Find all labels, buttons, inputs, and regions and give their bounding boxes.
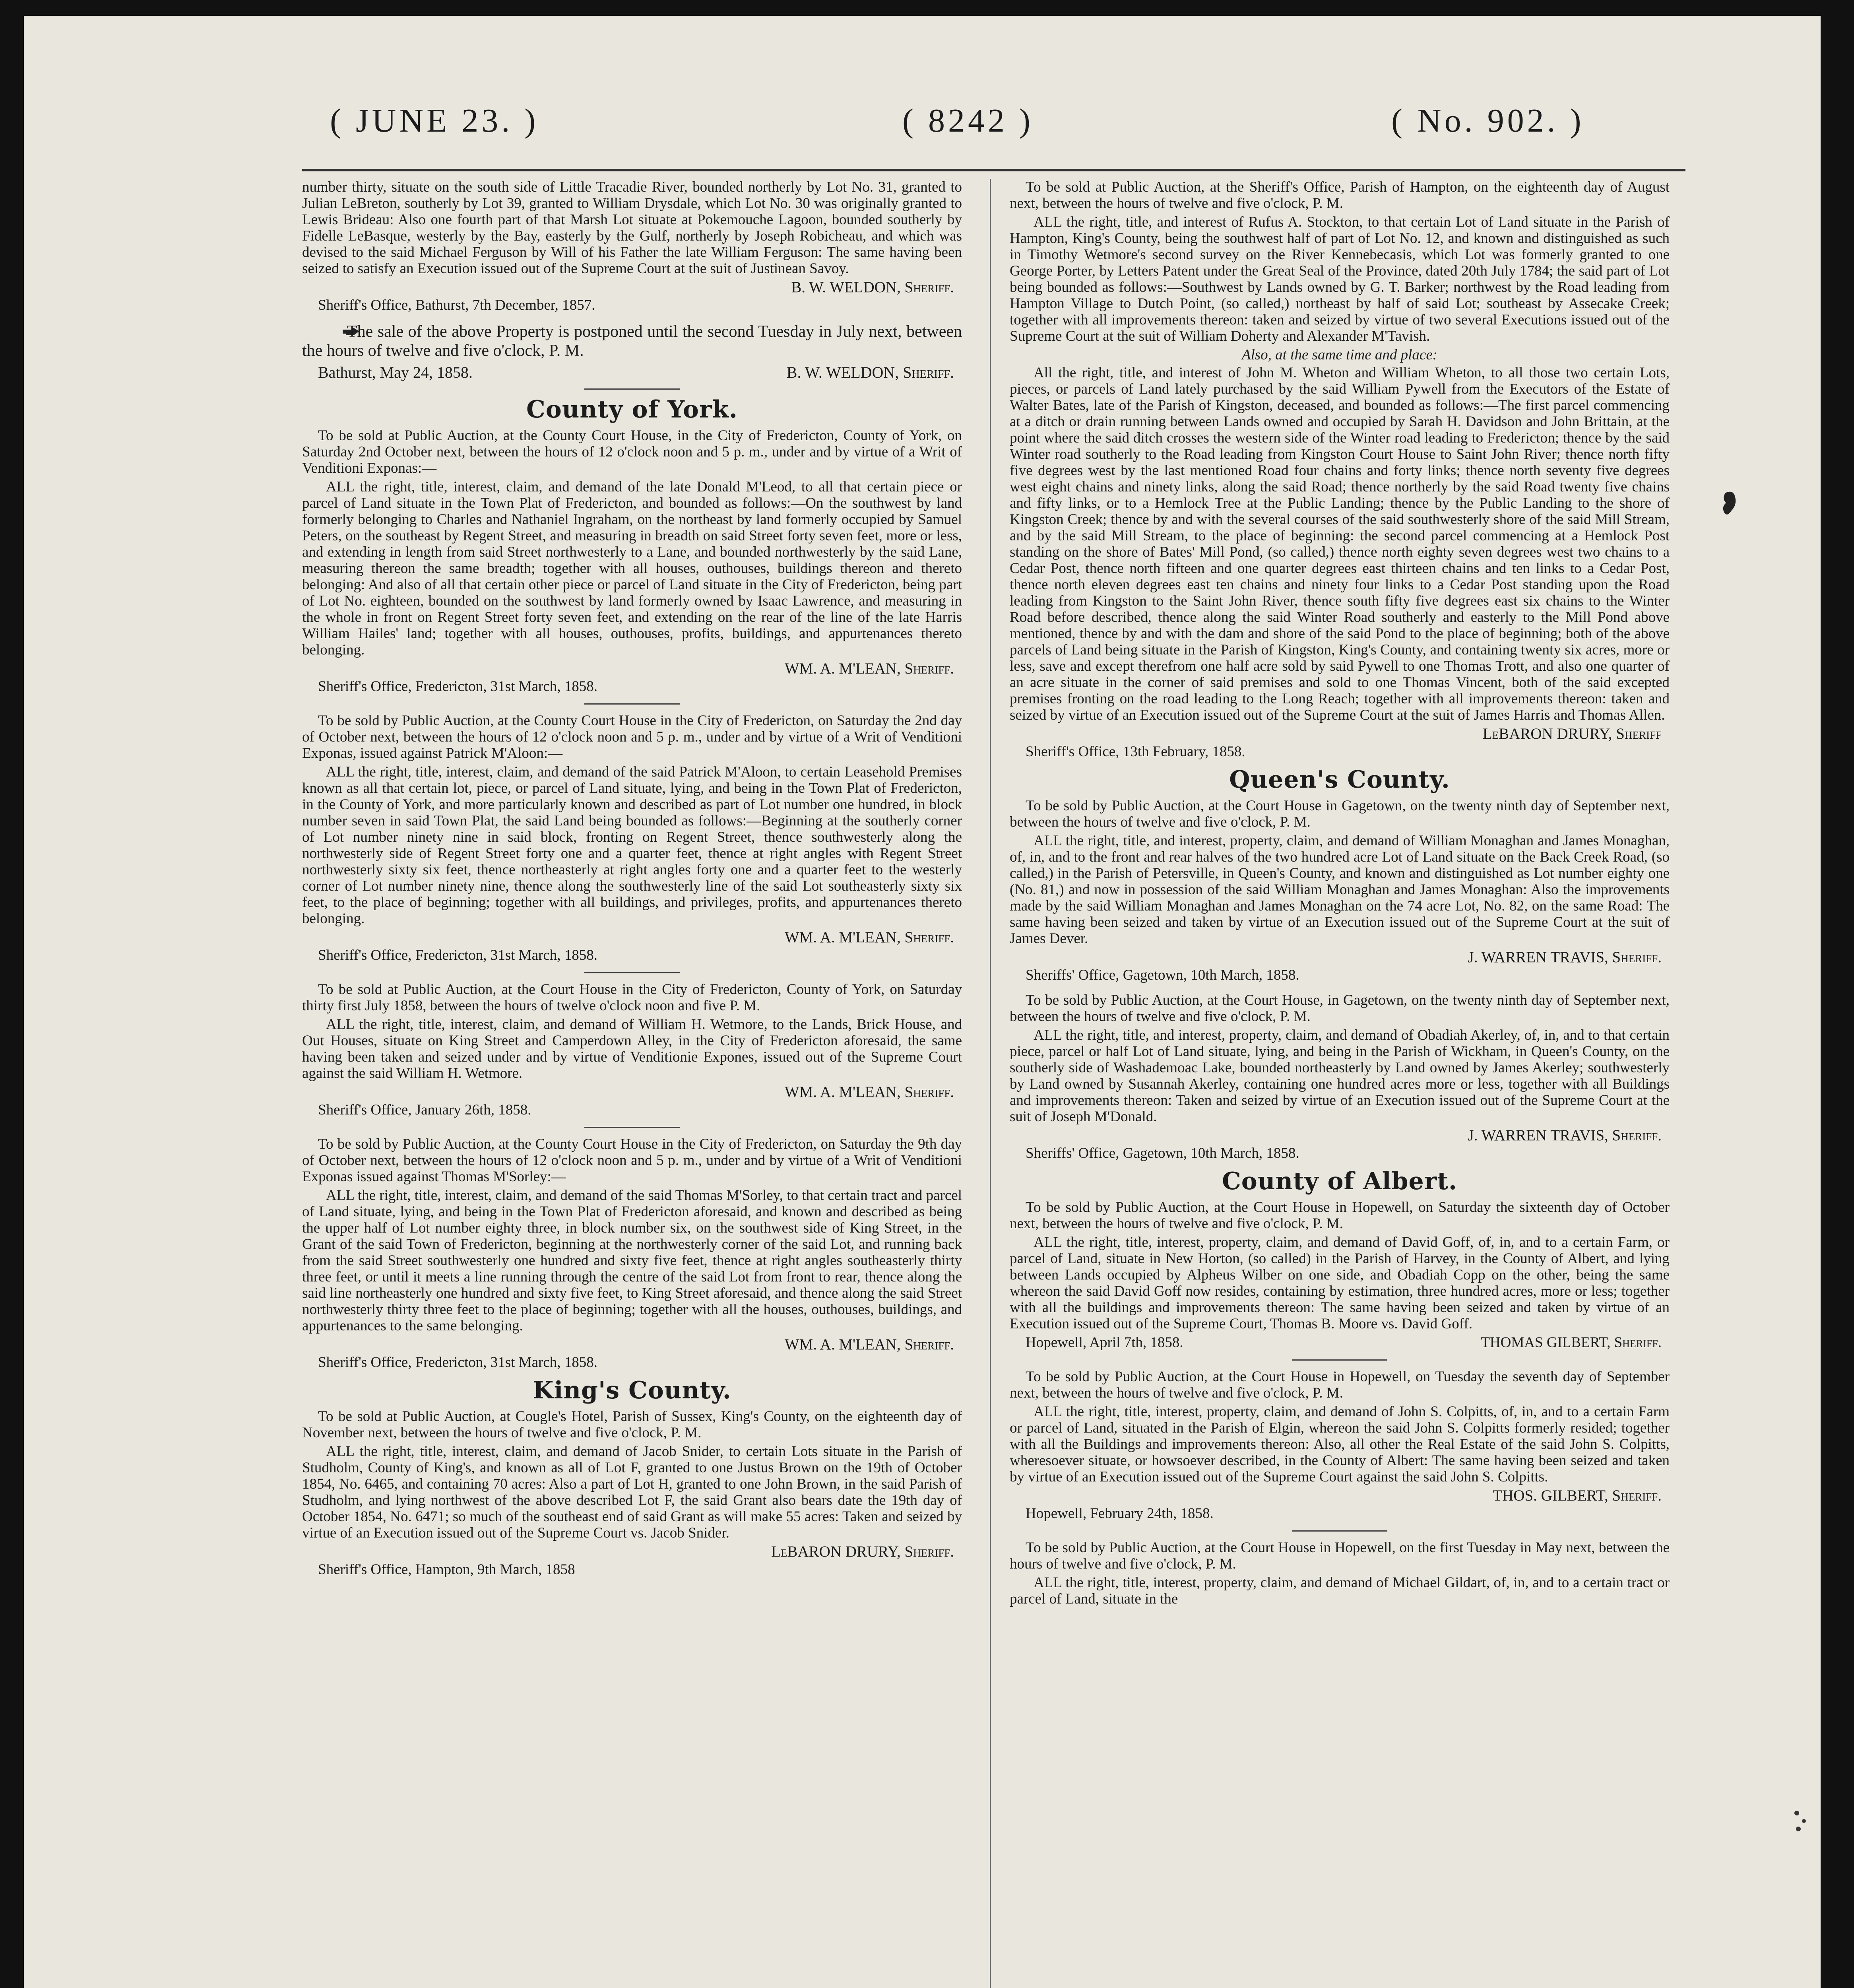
notice-office-date: Sheriffs' Office, Gagetown, 10th March, 1858. xyxy=(1026,1145,1299,1161)
notice-signature: THOS. GILBERT, Sheriff. xyxy=(1493,1487,1662,1504)
notice-also-line: Also, at the same time and place: xyxy=(1241,347,1438,363)
section-heading-york: County of York. xyxy=(526,396,738,423)
page-header xyxy=(24,16,1821,167)
notice-lead: To be sold at Public Auction, at Cougle's Hotel, Parish of Sussex, King's County, on the eighteenth day of November next, between the hours of twelve and five o'clock, P. M. xyxy=(302,1408,962,1441)
notice-lead: To be sold by Public Auction, at the Court House in Gagetown, on the twenty ninth day of September next, between the hours of twelve and five o'clock, P. M. xyxy=(1010,798,1670,830)
continued-notice-text: number thirty, situate on the south side of Little Tracadie River, bounded northerly by Lot No. 31, granted to Julian LeBreton, southerly by Lot 39, granted to William Drysdale, which Lot No. 30 was originally granted to Lewis Brideau: Also one fourth part of that Marsh Lot situate at Pokemouche Lagoon, bounded southerly by Fidelle LeBasque, westerly by the Bay, easterly by the Gulf, northerly by Joseph Robicheau, and which was devised to the said Michael Ferguson by Will of his Father the late William Ferguson: The same having been seized to satisfy an Execution issued out of the Supreme Court at the suit of Justinean Savoy. xyxy=(302,179,962,277)
notice-lead: To be sold by Public Auction, at the Court House, in Gagetown, on the twenty ninth day of September next, between the hours of twelve and five o'clock, P. M. xyxy=(1010,992,1670,1025)
notice-office-date: Sheriff's Office, Fredericton, 31st March, 1858. xyxy=(318,678,597,695)
postponement-signature: B. W. WELDON, Sheriff. xyxy=(786,363,954,381)
postponement-text: The sale of the above Property is postponed until the second Tuesday in July next, between the hours of twelve and five o'clock, P. M. xyxy=(302,322,962,360)
section-divider xyxy=(584,972,680,973)
notice-office-date: Sheriff's Office, January 26th, 1858. xyxy=(318,1102,531,1118)
issue-date: ( JUNE 23. ) xyxy=(330,102,539,139)
notice-lead: To be sold at Public Auction, at the County Court House, in the City of Fredericton, County of York, on Saturday 2nd October next, between the hours of 12 o'clock noon and 5 p. m., under and by virtue of a Writ of Venditioni Exponas:— xyxy=(302,427,962,476)
postponement-date: Bathurst, May 24, 1858. xyxy=(318,363,473,381)
notice-signature: WM. A. M'LEAN, Sheriff. xyxy=(784,1083,954,1101)
notice-body: All the right, title, and interest of John M. Wheton and William Wheton, to all those two certain Lots, pieces, or parcels of Land lately purchased by the said William Pywell from the Executors of the Estate of Walter Bates, late of the Parish of Kingston, deceased, and bounded as follows:—The first parcel commencing at a ditch or drain running between Lands owned and occupied by Sarah H. Davidson and John Brittain, at the point where the said ditch crosses the western side of the Winter road leading to Fredericton; thence by the said Winter road southerly to the Road leading from Kingston Court House to Saint John River; thence north fifty five degrees west by the last mentioned Road four chains and forty links; thence north seventy five degrees west eight chains and ninety links, along the said Road; thence northerly by the said Road twenty five chains and fifty links, or to a Hemlock Tree at the Public Landing; thence by the Public Landing to the shore of Kingston Creek; thence by and with the several courses of the said southwesterly shore of the said Mill Stream, and by the said Mill Stream, to the place of beginning: the second parcel commencing at a Hemlock Post standing on the shore of Bates' Mill Pond, (so called,) thence north eighty seven degrees west two chains to a Cedar Post, thence north fifteen and one quarter degrees east thirteen chains and ten links to a Cedar Post, thence north eleven degrees east ten chains and ninety four links to a Cedar Post standing upon the Road leading from Kingston to the Saint John River, thence south fifty five degrees east six chains to the Winter Road before described, thence along the said Winter Road southerly and easterly to the Mill Pond above mentioned, thence by and with the dam and shore of the said Pond to the place of beginning; both of the above parcels of Land being situate in the Parish of Kingston, King's County, and containing twenty six acres, more or less, save and except therefrom one half acre sold by said Pywell to one Thomas Trott, and also one quarter of an acre situate in the corner of said premises and sold to one Thomas Vincent, both of the said excepted premises fronting on the road leading to the Long Reach; together with all improvements thereon: taken and seized by virtue of an Execution issued out of the Supreme Court at the suit of James Harris and Thomas Allen. xyxy=(1010,365,1670,723)
notice-body: ALL the right, title, and interest of Rufus A. Stockton, to that certain Lot of Land situate in the Parish of Hampton, King's County, being the southwest half of part of Lot No. 12, and known and distinguished as such in Timothy Wetmore's second survey on the River Kennebecasis, which Lot was formerly granted to one George Porter, by Letters Patent under the Great Seal of the Province, dated 20th July 1784; the said part of Lot being bounded as follows:—Southwest by Lands owned by G. T. Barker; northwest by the Road leading from Hampton Village to Dutch Point, (so called,) northeast by half of said Lot; southeast by Assecake Creek; together with all improvements thereon: taken and seized by virtue of two several Executions issued out of the Supreme Court at the suit of William Doherty and Alexander M'Tavish. xyxy=(1010,214,1670,344)
column-rule xyxy=(990,179,991,1988)
notice-lead: To be sold by Public Auction, at the Court House in Hopewell, on Tuesday the seventh day of September next, between the hours of twelve and five o'clock, P. M. xyxy=(1010,1369,1670,1401)
notice-signature: THOMAS GILBERT, Sheriff. xyxy=(1481,1334,1662,1351)
postponement-notice xyxy=(302,322,962,360)
notice-office-date: Sheriff's Office, Fredericton, 31st March, 1858. xyxy=(318,1354,597,1371)
notice-lead: To be sold by Public Auction, at the County Court House in the City of Fredericton, on Saturday the 2nd day of October next, between the hours of 12 o'clock noon and 5 p. m., under and by virtue of a Writ of Venditioni Exponas, issued against Patrick M'Aloon:— xyxy=(302,712,962,761)
notice-signature: J. WARREN TRAVIS, Sheriff. xyxy=(1468,1127,1662,1144)
notice-body: ALL the right, title, interest, claim, and demand of the said Patrick M'Aloon, to certain Leasehold Premises known as all that certain lot, piece, or parcel of Land situate, lying, and being in the Town Plat of Fredericton, in the County of York, and more particularly known and described as part of Lot number one hundred, in block number seven in said Town Plat, the said Land being bounded as follows:—Beginning at the southerly corner of Lot number ninety nine in said block, fronting on Regent Street, thence southwesterly along the northwesterly side of Regent Street forty one and a quarter feet, thence at right angles with Regent Street northwesterly sixty six feet, thence northeasterly at right angles forty one and a quarter feet to the westerly corner of Lot number ninety nine, thence along the southwesterly line of the said Lot southeasterly sixty six feet, to the place of beginning; together with all buildings, and privileges, profits, and appurtenances thereto belonging. xyxy=(302,764,962,927)
newspaper-page xyxy=(24,16,1821,1988)
notice-signature: WM. A. M'LEAN, Sheriff. xyxy=(784,929,954,946)
right-column xyxy=(1010,179,1670,1988)
notice-office-date: Sheriff's Office, Fredericton, 31st March, 1858. xyxy=(318,947,597,963)
notice-body: ALL the right, title, interest, property, claim, and demand of Michael Gildart, of, in, and to a certain tract or parcel of Land, situate in the xyxy=(1010,1574,1670,1607)
notice-office-date: Sheriff's Office, Bathurst, 7th December, 1857. xyxy=(318,297,595,313)
section-heading-albert: County of Albert. xyxy=(1222,1167,1457,1195)
ink-blot-mark xyxy=(1717,489,1741,521)
notice-body: ALL the right, title, interest, claim, and demand of Jacob Snider, to certain Lots situate in the Parish of Studholm, County of King's, and known as all of Lot F, granted to one Justus Brown on the 19th of October 1854, No. 6465, and containing 70 acres: Also a part of Lot H, granted to one John Brown, in the said Parish of Studholm, and lying northwest of the above described Lot F, the said Grant also bears date the 19th day of October 1854, No. 6471; so much of the southeast end of said Grant as will make 55 acres: Taken and seized by virtue of an Execution issued out of the Supreme Court vs. Jacob Snider. xyxy=(302,1443,962,1541)
postponement-footer xyxy=(318,364,954,381)
notice-office-date: Sheriffs' Office, Gagetown, 10th March, 1858. xyxy=(1026,967,1299,983)
notice-date: Hopewell, April 7th, 1858. xyxy=(1026,1334,1183,1351)
notice-signature: LeBARON DRURY, Sheriff xyxy=(1482,725,1662,742)
notice-signature: WM. A. M'LEAN, Sheriff. xyxy=(784,1336,954,1353)
section-divider xyxy=(584,703,680,705)
notice-signature: WM. A. M'LEAN, Sheriff. xyxy=(784,660,954,677)
section-divider xyxy=(584,1127,680,1128)
left-column xyxy=(302,179,962,1988)
section-divider xyxy=(1292,1359,1387,1361)
page-number: ( 8242 ) xyxy=(902,102,1034,139)
header-rule xyxy=(302,169,1685,171)
notice-lead: To be sold by Public Auction, at the Court House in Hopewell, on the first Tuesday in May next, between the hours of twelve and five o'clock, P. M. xyxy=(1010,1540,1670,1572)
notice-office-date: Hopewell, February 24th, 1858. xyxy=(1026,1505,1214,1522)
section-divider xyxy=(584,388,680,390)
notice-office-date: Sheriff's Office, 13th February, 1858. xyxy=(1026,744,1245,760)
section-divider xyxy=(1292,1530,1387,1532)
notice-body: ALL the right, title, interest, property, claim, and demand of David Goff, of, in, and to a certain Farm, or parcel of Land, situate in New Horton, (so called) in the Parish of Harvey, in the County of Albert, and lying between Lands occupied by Alpheus Wilber on one side, and Obadiah Copp on the other, being the same whereon the said David Goff now resides, containing by estimation, three hundred acres, more or less; together with all the buildings and improvements thereon: The same having been seized and taken by virtue of an Execution issued out of the Supreme Court, Thomas B. Moore vs. David Goff. xyxy=(1010,1234,1670,1332)
notice-footer xyxy=(1026,1334,1662,1351)
section-heading-queens: Queen's County. xyxy=(1229,766,1450,794)
notice-body: ALL the right, title, interest, claim, and demand of the said Thomas M'Sorley, to that certain tract and parcel of Land situate, lying, and being in the Town Plat of Fredericton aforesaid, and known and described as being the upper half of Lot number eighty three, in block number six, on the southwest side of King Street, in the Grant of the said Town of Fredericton, beginning at the northwesterly corner of the said Lot, and running back from the said Street southwesterly one hundred and sixty five feet, thence at right angles southeasterly thirty three feet, or until it meets a line running through the centre of the said Lot from front to rear, thence along the said line northeasterly one hundred and sixty five feet, to King Street aforesaid, and thence along the said Street northwesterly thirty three feet to the place of beginning; together with all the houses, outhouses, buildings, and appurtenances to the same belonging. xyxy=(302,1187,962,1334)
issue-number: ( No. 902. ) xyxy=(1391,102,1584,139)
notice-signature: LeBARON DRURY, Sheriff. xyxy=(771,1543,954,1560)
notice-body: ALL the right, title, and interest, property, claim, and demand of William Monaghan and James Monaghan, of, in, and to the front and rear halves of the two hundred acre Lot of Land situate on the Back Creek Road, (so called,) in the Parish of Petersville, in Queen's County, and known and distinguished as Lot number eighty one (No. 81,) and now in possession of the said William Monaghan and James Monaghan: Also the improvements made by the said William Monaghan and James Monaghan on the 74 acre Lot, No. 82, on the same Road: The same having been seized and taken by virtue of an Execution issued out of the Supreme Court at the suit of James Dever. xyxy=(1010,833,1670,947)
notice-lead: To be sold at Public Auction, at the Sheriff's Office, Parish of Hampton, on the eighteenth day of August next, between the hours of twelve and five o'clock, P. M. xyxy=(1010,179,1670,212)
margin-dots-mark xyxy=(1789,1805,1813,1837)
notice-lead: To be sold at Public Auction, at the Court House in the City of Fredericton, County of York, on Saturday thirty first July 1858, between the hours of twelve o'clock noon and five P. M. xyxy=(302,981,962,1014)
notice-body: ALL the right, title, interest, claim, and demand of William H. Wetmore, to the Lands, Brick House, and Out Houses, situate on King Street and Camperdown Alley, in the City of Fredericton aforesaid, the same having been taken and seized under and by virtue of Venditionie Expones, issued out of the Supreme Court against the said William H. Wetmore. xyxy=(302,1016,962,1081)
notice-body: ALL the right, title, interest, claim, and demand of the late Donald M'Leod, to all that certain piece or parcel of Land situate in the Town Plat of Fredericton, and bounded as follows:—On the southwest by land formerly belonging to Charles and Nathaniel Ingraham, on the northeast by land formerly occupied by Samuel Peters, on the southeast by Regent Street, and measuring in breadth on said Street forty seven feet, more or less, and extending in length from said Street northwesterly to a Lane, and bounded northwesterly by the said Lane, measuring thereon the same breadth; together with all houses, outhouses, buildings thereon and thereto belonging: And also of all that certain other piece or parcel of Land situate in the City of Fredericton, being part of Lot No. eighteen, bounded on the southwest by land formerly owned by Isaac Lawrence, and measuring in the whole in front on Regent Street forty seven feet, and extending on the rear of the line of the late Harris William Hailes' land; together with all houses, outhouses, profits, buildings, and appurtenances thereto belonging. xyxy=(302,479,962,658)
notice-signature: J. WARREN TRAVIS, Sheriff. xyxy=(1468,949,1662,966)
notice-body: ALL the right, title, and interest, property, claim, and demand of Obadiah Akerley, of, in, and to that certain piece, parcel or half Lot of Land situate, lying, and being in the Parish of Wickham, in Queen's County, on the southerly side of Washademoac Lake, bounded northeasterly by Land owned by James Akerley; southwesterly by Land owned by Susannah Akerley, containing one hundred acres more or less, together with all Buildings and improvements thereon: Taken and seized by virtue of an Execution issued out of the Supreme Court at the suit of Joseph M'Donald. xyxy=(1010,1027,1670,1125)
notice-office-date: Sheriff's Office, Hampton, 9th March, 1858 xyxy=(318,1561,575,1578)
notice-signature: B. W. WELDON, Sheriff. xyxy=(791,279,954,296)
pointing-hand-icon xyxy=(322,322,340,332)
notice-lead: To be sold by Public Auction, at the Court House in Hopewell, on Saturday the sixteenth day of October next, between the hours of twelve and five o'clock, P. M. xyxy=(1010,1199,1670,1232)
section-heading-kings: King's County. xyxy=(533,1376,731,1404)
notice-lead: To be sold by Public Auction, at the County Court House in the City of Fredericton, on Saturday the 9th day of October next, between the hours of 12 o'clock noon and 5 p. m., under and by virtue of a Writ of Venditioni Exponas issued against Thomas M'Sorley:— xyxy=(302,1136,962,1185)
notice-body: ALL the right, title, interest, property, claim, and demand of John S. Colpitts, of, in, and to a certain Farm or parcel of Land, situated in the Parish of Elgin, whereon the said John S. Colpitts formerly resided; together with all the Buildings and improvements thereon: Also, all other the Real Estate of the said John S. Colpitts, wheresoever situate, or howsoever described, in the County of Albert: The same having been seized and taken by virtue of an Execution issued out of the Supreme Court against the said John S. Colpitts. xyxy=(1010,1404,1670,1485)
